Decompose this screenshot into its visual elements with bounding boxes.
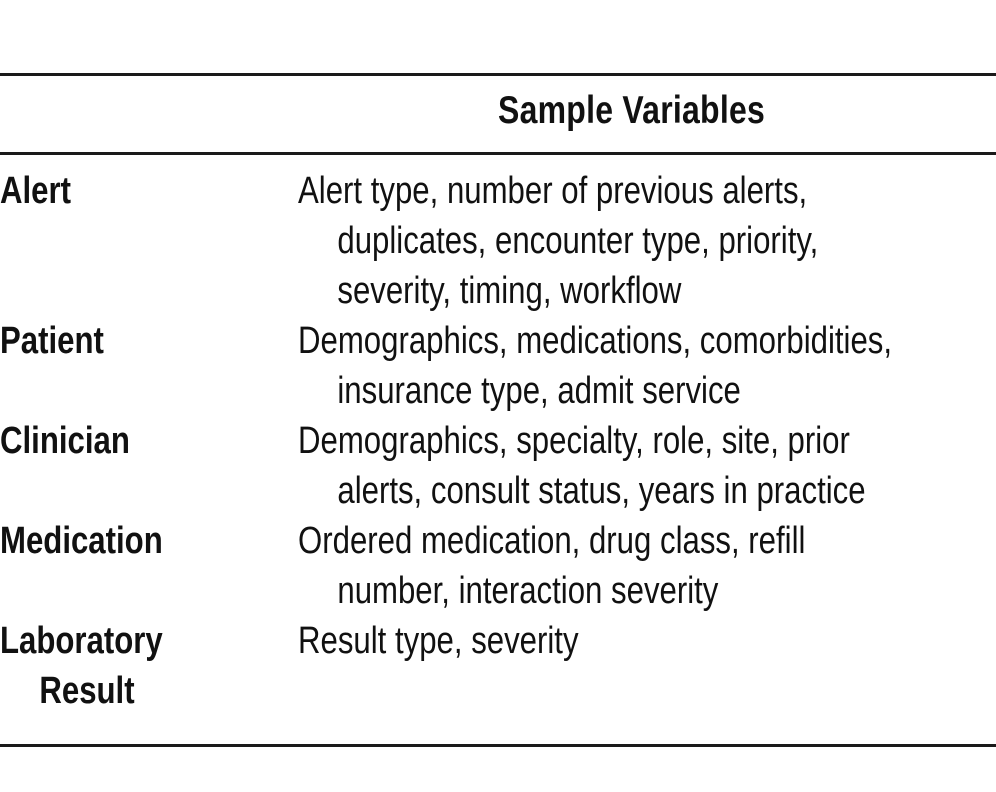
row-variables xyxy=(298,516,996,616)
row-variables xyxy=(298,316,996,416)
row-variables xyxy=(298,416,996,516)
variables-line: insurance type, admit service xyxy=(337,370,741,412)
bottom-rule xyxy=(0,744,996,747)
variables-line: number, interaction severity xyxy=(337,570,719,612)
variables-line: Demographics, medications, comorbidities, xyxy=(298,320,893,362)
table-body xyxy=(0,166,996,716)
table-row-patient xyxy=(0,316,996,416)
row-variables xyxy=(298,166,996,316)
table-row-alert xyxy=(0,166,996,316)
table-row-medication xyxy=(0,516,996,616)
variables-line: duplicates, encounter type, priority, xyxy=(337,220,819,262)
row-category xyxy=(0,316,298,416)
category-label: Laboratory xyxy=(0,620,163,662)
table-row-clinician xyxy=(0,416,996,516)
variables-line: Alert type, number of previous alerts, xyxy=(298,170,808,212)
category-label: Alert xyxy=(0,170,71,212)
row-category xyxy=(0,416,298,516)
top-rule xyxy=(0,73,996,76)
row-variables xyxy=(298,616,996,716)
category-label: Result xyxy=(39,670,135,712)
variables-line: Demographics, specialty, role, site, prior xyxy=(298,420,850,462)
category-label: Medication xyxy=(0,520,163,562)
row-category xyxy=(0,616,298,716)
row-category xyxy=(0,166,298,316)
variables-line: severity, timing, workflow xyxy=(337,270,682,312)
row-category xyxy=(0,516,298,616)
category-label: Patient xyxy=(0,320,104,362)
table-row-laboratory-result xyxy=(0,616,996,716)
variables-line: Result type, severity xyxy=(298,620,579,662)
variables-line: alerts, consult status, years in practice xyxy=(337,470,866,512)
category-label: Clinician xyxy=(0,420,130,462)
variables-line: Ordered medication, drug class, refill xyxy=(298,520,806,562)
column-header-sample-variables: Sample Variables xyxy=(498,89,766,132)
header-rule xyxy=(0,152,996,155)
